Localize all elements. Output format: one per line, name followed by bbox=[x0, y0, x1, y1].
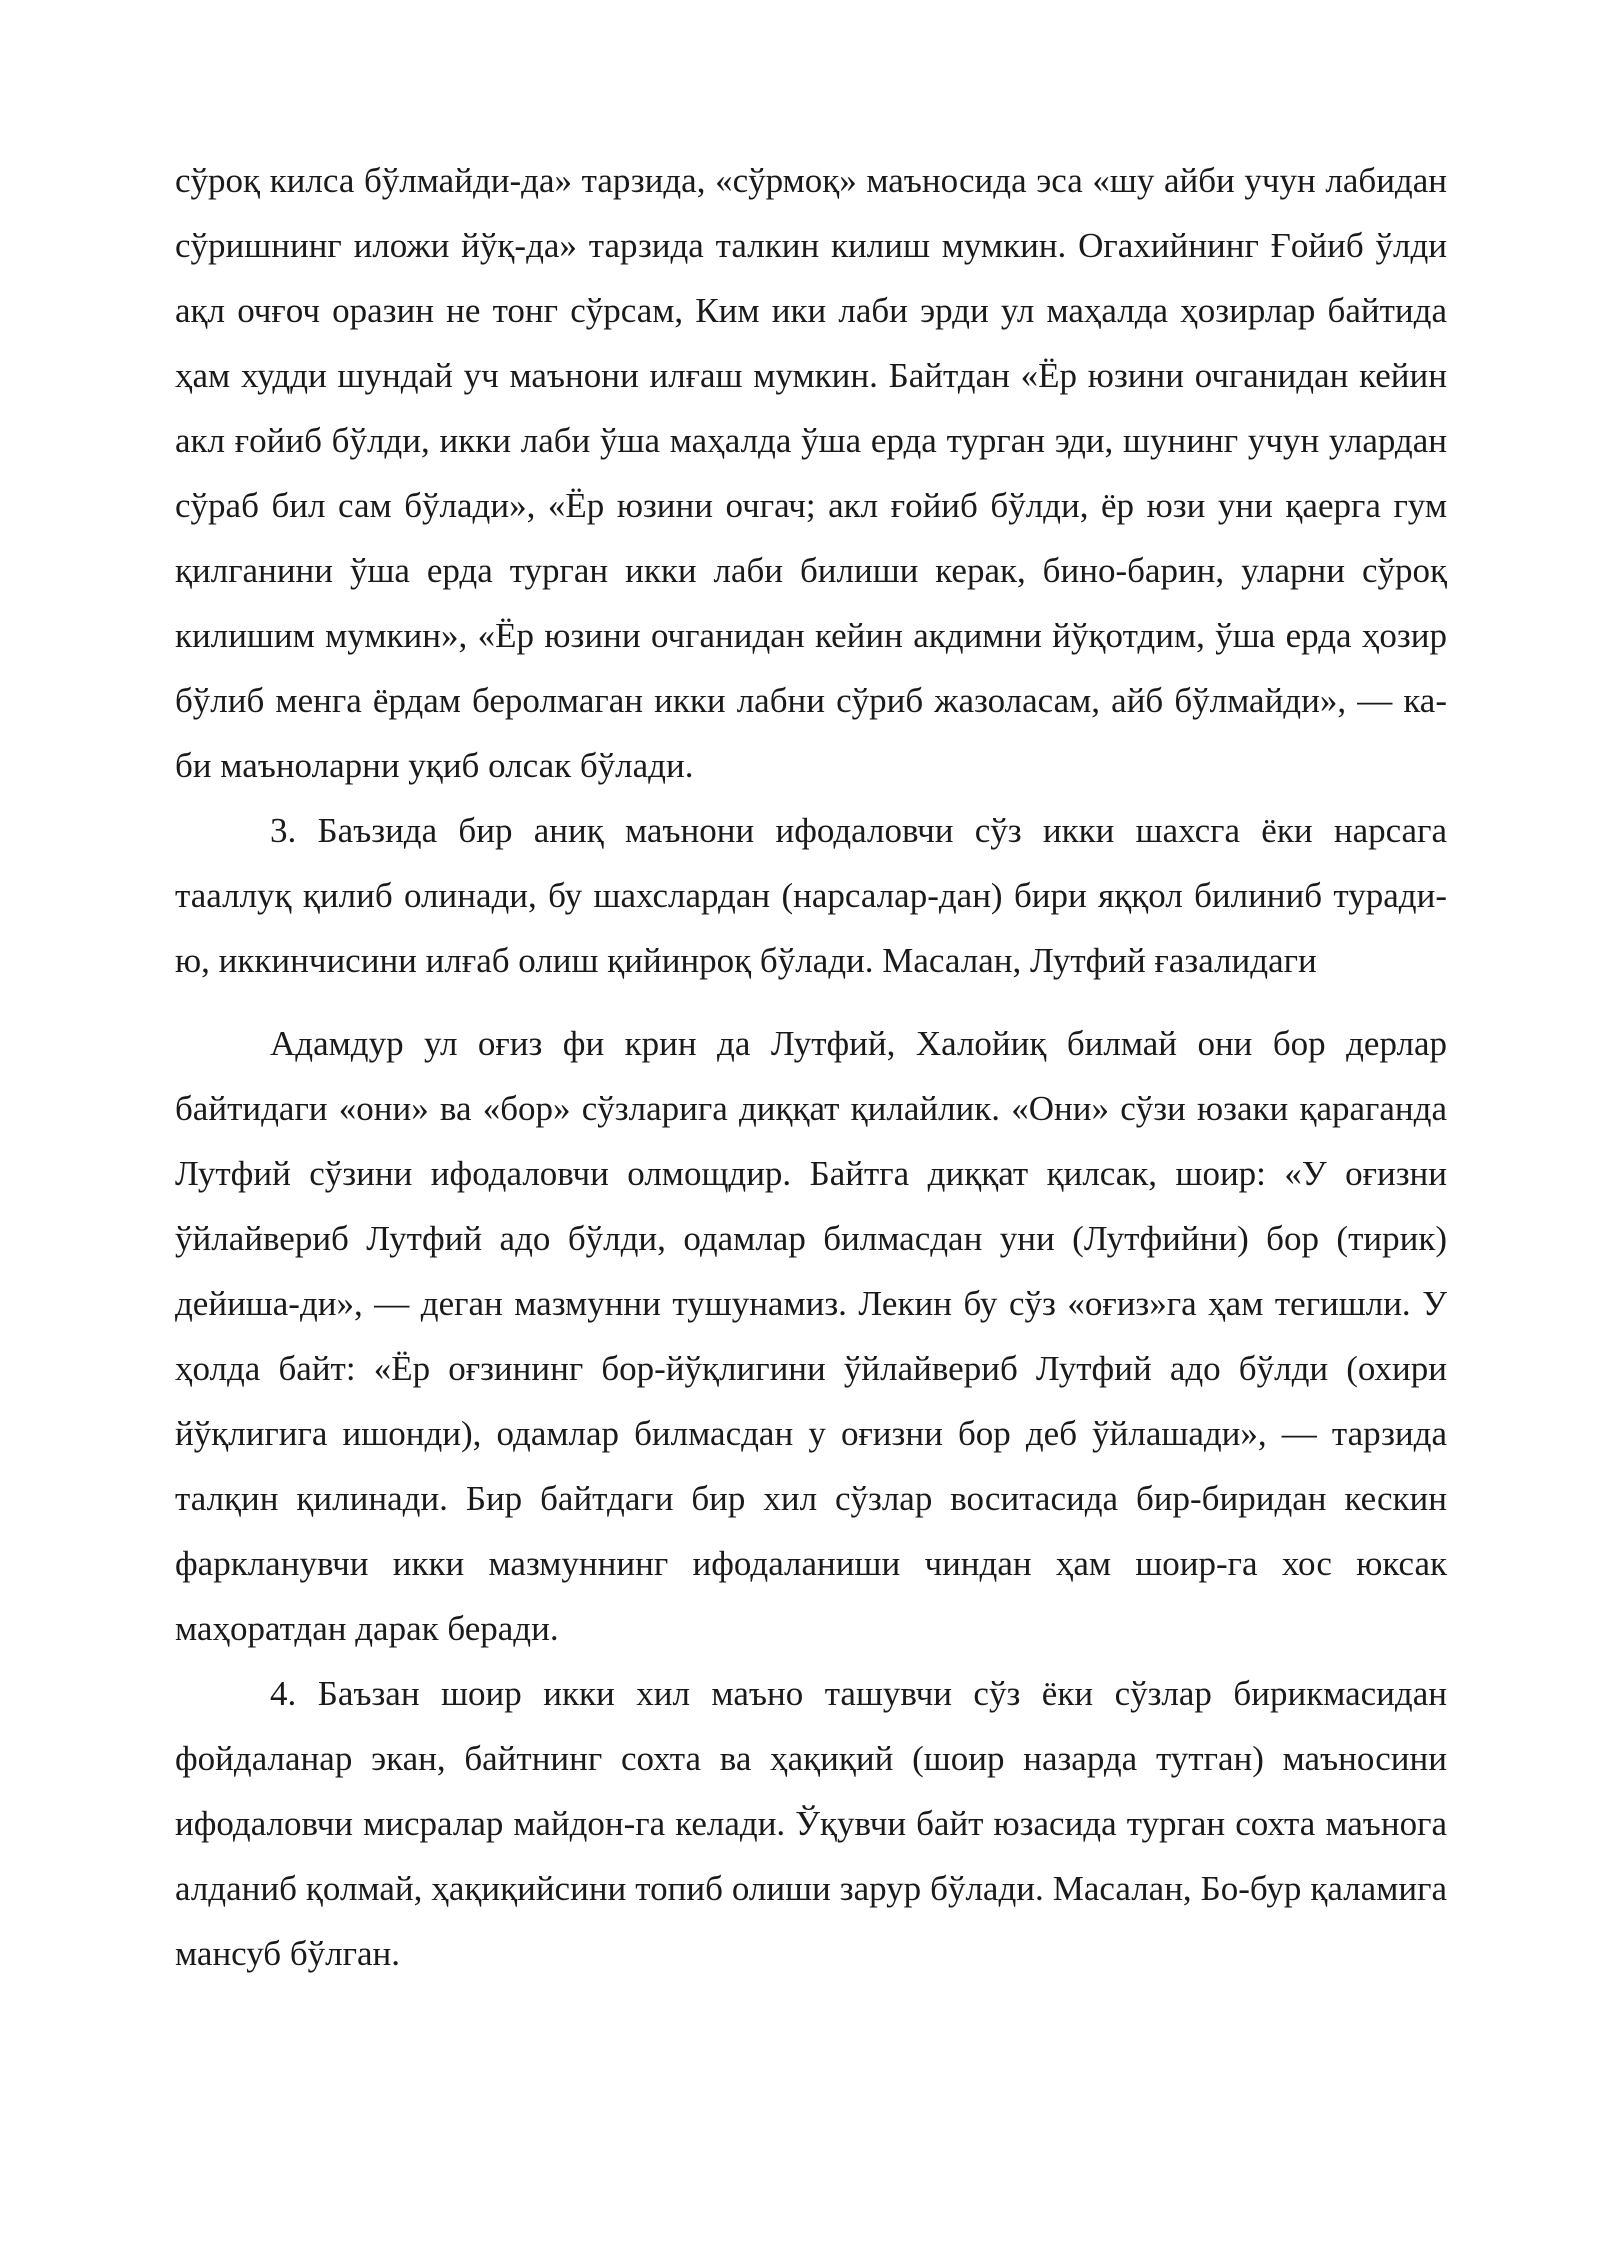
paragraph-lutfiy-verse: Адамдур ул оғиз фи крин да Лутфий, Халойиқ билмай они бор дерлар байтидаги «они» ва «бор» сўзларига диққат қилайлик. «Они» сўзи юзаки қараганда Лутфий сўзини ифодаловчи олмощдир. Байтга диққат қилсак, шоир: «У оғизни ўйлайвериб Лутфий адо бўлди, одамлар билмасдан уни (Лутфийни) бор (тирик) дейиша-ди», — деган мазмунни тушунамиз. Лекин бу сўз «оғиз»га ҳам тегишли. У ҳолда байт: «Ёр оғзининг бор-йўқлигини ўйлайвериб Лутфий адо бўлди (охири йўқлигига ишонди), одамлар билмасдан у оғизни бор деб ўйлашади», — тарзида талқин қилинади. Бир байтдаги бир хил сўзлар воситасида бир-биридан кескин фаркланувчи икки мазмуннинг ифодаланиши чиндан ҳам шоир-га хос юксак маҳоратдан дарак беради. bbox=[175, 1024, 1447, 1648]
paragraph-continuation: сўроқ килса бўлмайди-да» тарзида, «сўрмоқ» маъносида эса «шу айби учун лабидан сўришнинг иложи йўқ-да» тарзида талкин килиш мумкин. Огахийнинг Ғойиб ўлди ақл очғоч оразин не тонг сўрсам, Ким ики лаби эрди ул маҳалда ҳозирлар байтида ҳам худди шундай уч маънони илғаш мумкин. Байтдан «Ёр юзини очганидан кейин акл ғойиб бўлди, икки лаби ўша маҳалда ўша ерда турган эди, шунинг учун улардан сўраб бил сам бўлади», «Ёр юзини очгач; акл ғойиб бўлди, ёр юзи уни қаерга гум қилганини ўша ерда турган икки лаби билиши керак, бино-барин, уларни сўроқ килишим мумкин», «Ёр юзини очганидан кейин акдимни йўқотдим, ўша ерда ҳозир бўлиб менга ёрдам беролмаган икки лабни сўриб жазоласам, айб бўлмайди», — ка-би маъноларни уқиб олсак бўлади. bbox=[175, 161, 1447, 785]
paragraph-point-4: 4. Баъзан шоир икки хил маъно ташувчи сўз ёки сўзлар бирикмасидан фойдаланар экан, байтнинг сохта ва ҳақиқий (шоир назарда тутган) маъносини ифодаловчи мисралар майдон-га келади. Ўқувчи байт юзасида турган сохта маънога алданиб қолмай, ҳақиқийсини топиб олиши зарур бўлади. Масалан, Бо-бур қаламига мансуб бўлган. bbox=[175, 1674, 1447, 1973]
document-page bbox=[175, 148, 1447, 1986]
paragraph-point-3: 3. Баъзида бир аниқ маънони ифодаловчи сўз икки шахсга ёки нарсага тааллуқ қилиб олинади, бу шахслардан (нарсалар-дан) бири яққол билиниб туради-ю, иккинчисини илғаб олиш қийинроқ бўлади. Масалан, Лутфий ғазалидаги bbox=[175, 811, 1447, 980]
